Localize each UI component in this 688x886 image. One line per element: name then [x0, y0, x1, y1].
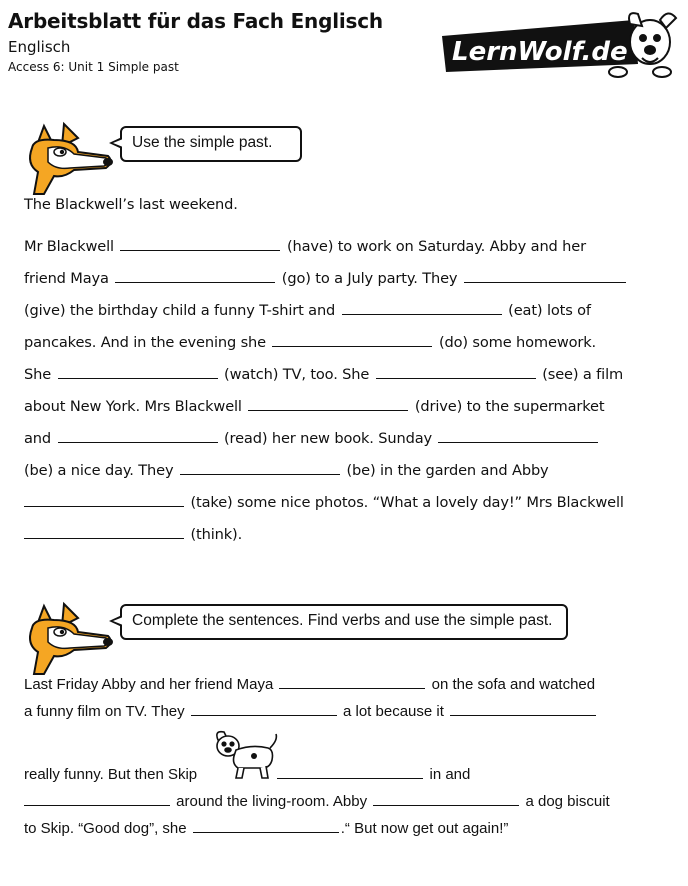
- answer-blank[interactable]: [180, 462, 340, 475]
- answer-blank[interactable]: [277, 766, 423, 779]
- exercise1-line-3: (give) the birthday child a funny T-shirt and (eat) lots of: [24, 302, 591, 319]
- instruction-text-1: Use the simple past.: [132, 134, 273, 151]
- answer-blank[interactable]: [373, 793, 519, 806]
- wolf-mascot-icon: [14, 598, 114, 676]
- instruction-text-2: Complete the sentences. Find verbs and use the simple past.: [132, 612, 553, 629]
- answer-blank[interactable]: [115, 270, 275, 283]
- exercise1-line-2: friend Maya (go) to a July party. They: [24, 270, 628, 287]
- exercise1-line-7: and (read) her new book. Sunday: [24, 430, 600, 447]
- exercise2-line-3: really funny. But then Skip in and: [24, 766, 471, 783]
- wolf-mascot-icon: [14, 118, 114, 196]
- answer-blank[interactable]: [272, 334, 432, 347]
- exercise1-line-1: Mr Blackwell (have) to work on Saturday. Abby and her: [24, 238, 586, 255]
- exercise1-heading: The Blackwell’s last weekend.: [24, 196, 238, 213]
- answer-blank[interactable]: [24, 494, 184, 507]
- instruction-bubble-2: [120, 604, 568, 640]
- answer-blank[interactable]: [342, 302, 502, 315]
- subject-label: Englisch: [8, 38, 71, 56]
- exercise1-line-8: (be) a nice day. They (be) in the garden and Abby: [24, 462, 549, 479]
- answer-blank[interactable]: [191, 703, 337, 716]
- lernwolf-logo[interactable]: [438, 6, 680, 78]
- exercise1-line-5: She (watch) TV, too. She (see) a film: [24, 366, 624, 383]
- answer-blank[interactable]: [58, 430, 218, 443]
- exercise2-line-5: to Skip. “Good dog”, she .“ But now get out again!”: [24, 820, 509, 837]
- instruction-bubble-1: [120, 126, 302, 162]
- exercise2-line-2: a funny film on TV. They a lot because it: [24, 703, 598, 720]
- answer-blank[interactable]: [58, 366, 218, 379]
- exercise1-line-10: (think).: [24, 526, 242, 543]
- answer-blank[interactable]: [248, 398, 408, 411]
- exercise1-line-6: about New York. Mrs Blackwell (drive) to the supermarket: [24, 398, 605, 415]
- unit-label: Access 6: Unit 1 Simple past: [8, 60, 179, 74]
- worksheet-title: Arbeitsblatt für das Fach Englisch: [8, 9, 383, 33]
- answer-blank[interactable]: [376, 366, 536, 379]
- answer-blank[interactable]: [24, 793, 170, 806]
- exercise1-line-4: pancakes. And in the evening she (do) some homework.: [24, 334, 597, 351]
- exercise1-line-9: (take) some nice photos. “What a lovely day!” Mrs Blackwell: [24, 494, 624, 511]
- answer-blank[interactable]: [464, 270, 626, 283]
- logo-text: LernWolf.de: [452, 37, 628, 67]
- answer-blank[interactable]: [438, 430, 598, 443]
- answer-blank[interactable]: [450, 703, 596, 716]
- answer-blank[interactable]: [279, 676, 425, 689]
- exercise2-line-4: around the living-room. Abby a dog biscuit: [24, 793, 610, 810]
- answer-blank[interactable]: [193, 820, 339, 833]
- exercise2-line-1: Last Friday Abby and her friend Maya on the sofa and watched: [24, 676, 596, 693]
- answer-blank[interactable]: [120, 238, 280, 251]
- answer-blank[interactable]: [24, 526, 184, 539]
